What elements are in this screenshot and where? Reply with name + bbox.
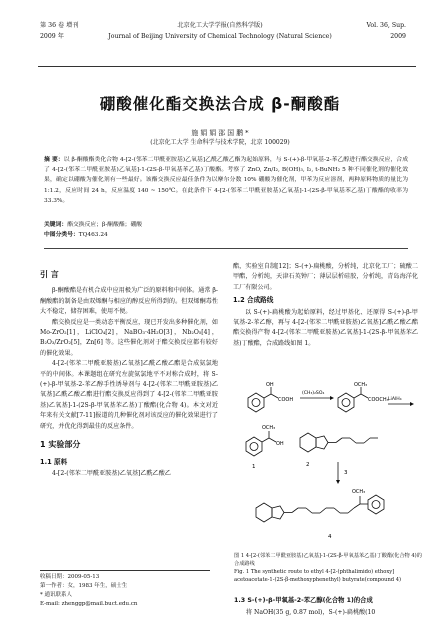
- left-column: [40, 262, 218, 479]
- arrow-2-head: [410, 402, 414, 406]
- experimental-heading: 1 实验部分: [40, 440, 81, 450]
- materials-continued: 酯，实验室自制[12]；S-(+)-扁桃酸，分析纯，北京化工厂；硫酸二甲酯，分析纯，天津石英钟厂；薄层层析硅胶，分析纯，青岛海洋化工厂有限公司。: [233, 263, 418, 291]
- volume-en: Vol. 36, Sup.: [366, 22, 406, 29]
- materials-text: 4-[2-(邻苯二甲酰亚胺基)乙氧基]乙酰乙酸乙: [52, 469, 171, 477]
- och3-label-c: OCH₃: [352, 489, 366, 495]
- abstract: [44, 155, 408, 206]
- synthesis-compound-1-heading: 1.3 S-(+)-β-甲氧基-2-苯乙醇(化合物 1)的合成: [234, 597, 373, 604]
- materials-heading: 1.1 原料: [40, 457, 68, 466]
- intro-paragraph-3: 4-[2-(邻苯二甲酰亚胺基)乙氧基]乙酰乙酸乙酯是合成氨氯地平的中间体。本课题组在研究左旋氨氯地平不对称合成时，将 S-(+)-β-甲氧基-2-苯乙醇手性诱导剂与 4-[2-(邻苯二甲酰亚胺基)乙氧基]乙酰乙酸乙酯进行酯交换反应得到了 4-[2-(邻苯二甲酰亚胺基)乙氧基]-1-(2S-β-甲氧基苯乙基)丁酸酯(化合物 4)。本文对近年来有关文献[7-11]报道的几种催化剂对该反应的催化效果进行了研究，并优化得到最佳的反应条件。: [40, 360, 218, 430]
- intro-paragraph-2: 酯交换反应是一类动态平衡反应，现已开发出多种催化剂，如 Mo-ZrO₂[1]，LiClO₄[2]，NaBO₃·4H₂O[3]，Nb₂O₅[4]，B₂O₃/ZrO₂[5]，Zn[6] 等。这些催化剂对于酯交换反应都有较好的催化效果。: [40, 318, 218, 357]
- authors: 施 娟 娟 邵 国 鹏 *: [191, 129, 249, 137]
- compound-4-structure: [256, 495, 384, 522]
- received-date: 收稿日期：2009-05-13: [40, 574, 100, 580]
- compound-2-number: 2: [306, 462, 310, 468]
- paper-title: 硼酸催化酯交换法合成 β-酮酸酯: [99, 95, 341, 113]
- clc-label: 中图分类号：: [44, 232, 79, 238]
- compound-3-number: 3: [344, 470, 348, 476]
- clc-text: TQ463.24: [78, 232, 108, 238]
- keywords-text: 酯交换反应；β-酮酸酯；硼酸: [67, 222, 143, 228]
- running-header: [14, 20, 426, 66]
- cooch3-label: COOCH₃: [368, 397, 389, 403]
- synthetic-route-scheme: [238, 380, 420, 550]
- och3-label-b: OCH₃: [262, 425, 276, 431]
- reagent-methylation: (CH₃)₂SO₄: [302, 391, 325, 396]
- ester-structure: [338, 387, 368, 412]
- figure-caption: [234, 552, 422, 584]
- journal-name-cn: 北京化工大学学报(自然科学版): [177, 22, 263, 29]
- och3-label-a: OCH₃: [354, 382, 368, 388]
- intro-paragraph-1: β-酮酸酯是有机合成中应用极为广泛的原料和中间体。通常 β-酮酸酯的制备是由双烯酮与相应的醇反应所得到的。但双烯酮毒性大不稳定，储存困难，使用不便。: [40, 287, 218, 316]
- route-heading: 1.2 合成路线: [233, 296, 274, 305]
- compound-4-number: 4: [328, 534, 332, 540]
- footnote: [40, 570, 210, 609]
- caption-en: Fig. 1 The synthetic route to ethyl 4-[2-(phthalimido) ethoxy] acetoacetate-1-(2S-β-methoxyphenethyl) butyrate(compound 4): [234, 569, 402, 583]
- caption-cn: 图 1 4-[2-(邻苯二甲酰亚胺基)乙氧基]-1-(2S-β-甲氧基苯乙基)丁酸酯(化合物 4)的合成路线: [234, 553, 422, 567]
- compound-1-number: 1: [252, 464, 256, 470]
- volume-issue: 第 36 卷 增刊: [40, 22, 79, 29]
- mandelic-acid-structure: [248, 387, 278, 412]
- section-1-3: [234, 594, 422, 618]
- keywords-label: 关键词：: [44, 222, 68, 228]
- reagent-reduction: LiAlH₄: [388, 397, 402, 402]
- compound-1-oh: OH: [276, 441, 284, 447]
- right-column: [233, 262, 418, 349]
- oh-label: OH: [266, 382, 274, 388]
- keywords-block: [44, 220, 408, 240]
- email: E-mail: zhenggp@mail.buct.edu.cn: [40, 601, 138, 607]
- year-right: 2009: [390, 33, 406, 40]
- abstract-text: 以 β-酮酸酯类化合物 4-[2-(邻苯二甲酰亚胺基)乙氧基]乙酰乙酸乙酯为起始原料，与 S-(+)-β-甲氧基-2-苯乙醇进行酯交换反应，合成了 4-[2-(邻苯二甲酰亚胺基)乙氧基]-1-(2S-β-甲氧基苯乙基)丁酸酯。考察了 ZnO, Zn/I₂, B(OH)₃, I₂, t-BuNH₂ 5 种不同催化剂的催化效果，确定以硼酸为催化剂有一些最好。该酯交换反应最佳条件为以摩尔分数 10% 硼酸为催化剂，甲苯为反应溶剂，两种原料物质的量比为 1:1.2，反应时间 24 h，反应温度 140 ~ 150℃。在此条件下 4-[2-(邻苯二甲酰亚胺基)乙氧基]-1-(2S-β-甲氧基苯乙基)丁酸酯的收率为 33.3%。: [44, 157, 408, 204]
- compound-2-structure: [300, 433, 378, 452]
- year-left: 2009 年: [40, 33, 64, 40]
- affiliation: (北京化工大学 生命科学与技术学院，北京 100029): [150, 139, 290, 146]
- cooh-label: COOH: [278, 397, 294, 403]
- abstract-label: 摘 要：: [44, 157, 64, 163]
- journal-name-en: Journal of Beijing University of Chemical Technology (Natural Science): [108, 33, 332, 40]
- compound-1-structure: [246, 431, 276, 456]
- first-author-note: 第一作者：女，1983 年生，硕士生: [40, 583, 128, 589]
- synthesis-compound-1-text: 将 NaOH(35 g, 0.87 mol)，S-(+)-扁桃酸(10: [246, 609, 376, 616]
- route-text: 以 S-(+)-扁桃酸为起始原料，经过甲基化、还原得 S-(+)-β-甲氧基-2-苯乙醇，再与 4-[2-(邻苯二甲酰亚胺基)乙氧基]乙酰乙酸乙酯酯交换得产物 4-[2-(邻苯二甲酰亚胺基)乙氧基]-1-(2S-β-甲氧基苯乙基)丁酸酯，合成路线如图 1。: [233, 308, 418, 347]
- header-rule: [38, 66, 416, 67]
- arrow-3-head: [336, 480, 340, 484]
- arrow-1-head: [330, 396, 334, 400]
- abstract-rule: [44, 248, 408, 249]
- intro-heading: 引 言: [40, 270, 59, 279]
- corresponding-author: * 通讯联系人: [40, 592, 72, 598]
